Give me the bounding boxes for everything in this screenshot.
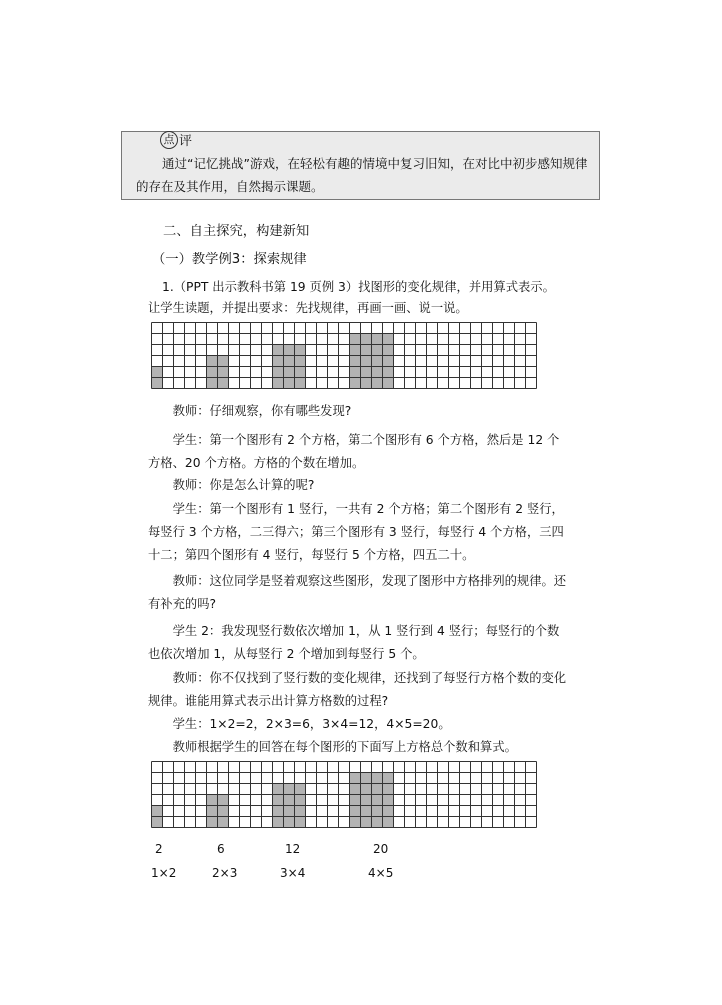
shaded-cell-shape-3 xyxy=(273,378,284,389)
shaded-cell-shape-3 xyxy=(295,378,306,389)
shaded-cell-shape-3 xyxy=(284,795,295,806)
shaded-cell-shape-4 xyxy=(361,784,372,795)
shaded-cell-shape-4 xyxy=(350,334,361,345)
shaded-cell-shape-4 xyxy=(372,784,383,795)
shaded-cell-shape-4 xyxy=(350,345,361,356)
shaded-cell-shape-4 xyxy=(383,795,394,806)
formula-4: 4×5 xyxy=(368,866,394,880)
formula-2: 2×3 xyxy=(212,866,238,880)
shaded-cell-shape-4 xyxy=(372,356,383,367)
shaded-cell-shape-2 xyxy=(207,795,218,806)
shaded-cell-shape-2 xyxy=(207,817,218,828)
shaded-cell-shape-3 xyxy=(295,784,306,795)
comment-text: 通过“记忆挑战”游戏，在轻松有趣的情境中复习旧知，在对比中初步感知规律的存在及其作用，自然揭示课题。 xyxy=(136,156,588,194)
shaded-cell-shape-3 xyxy=(295,795,306,806)
shaded-cell-shape-2 xyxy=(207,367,218,378)
shaded-cell-shape-2 xyxy=(218,806,229,817)
comment-tag-rest: 评 xyxy=(179,134,193,149)
shaded-cell-shape-4 xyxy=(372,378,383,389)
pattern-figure-2 xyxy=(151,761,537,831)
shaded-cell-shape-3 xyxy=(273,784,284,795)
shaded-cell-shape-4 xyxy=(383,378,394,389)
shaded-cell-shape-3 xyxy=(284,345,295,356)
shaded-cell-shape-4 xyxy=(361,367,372,378)
total-4: 20 xyxy=(373,842,389,856)
shaded-cell-shape-4 xyxy=(361,378,372,389)
grid-figure-1 xyxy=(151,322,537,392)
shaded-cell-shape-2 xyxy=(218,817,229,828)
shaded-cell-shape-2 xyxy=(218,378,229,389)
shaded-cell-shape-3 xyxy=(284,806,295,817)
shaded-cell-shape-3 xyxy=(273,345,284,356)
shaded-cell-shape-4 xyxy=(383,356,394,367)
item-1: 1.（PPT 出示教科书第 19 页例 3）找图形的变化规律，并用算式表示。 xyxy=(162,280,555,294)
shaded-cell-shape-4 xyxy=(372,367,383,378)
shaded-cell-shape-4 xyxy=(361,345,372,356)
shaded-cell-shape-4 xyxy=(372,806,383,817)
shaded-cell-shape-4 xyxy=(361,817,372,828)
shaded-cell-shape-4 xyxy=(383,806,394,817)
shaded-cell-shape-3 xyxy=(273,817,284,828)
shaded-cell-shape-2 xyxy=(207,356,218,367)
shaded-cell-shape-2 xyxy=(207,806,218,817)
shaded-cell-shape-4 xyxy=(361,356,372,367)
shaded-cell-shape-4 xyxy=(350,795,361,806)
instruction: 让学生读题，并提出要求：先找规律，再画一画、说一说。 xyxy=(148,301,468,315)
shaded-cell-shape-3 xyxy=(295,367,306,378)
shaded-cell-shape-2 xyxy=(218,367,229,378)
comment-tag-circle-char: 点 xyxy=(160,131,178,149)
total-3: 12 xyxy=(285,842,301,856)
shaded-cell-shape-3 xyxy=(295,356,306,367)
comment-box xyxy=(121,131,600,200)
shaded-cell-shape-4 xyxy=(372,345,383,356)
dialog-student-1: 学生：第一个图形有 2 个方格，第二个图形有 6 个方格，然后是 12 个方格、20 个方格。方格的个数在增加。 xyxy=(148,433,560,470)
shaded-cell-shape-2 xyxy=(218,795,229,806)
dialog-teacher-1: 教师：仔细观察，你有哪些发现? xyxy=(172,404,352,418)
shaded-cell-shape-4 xyxy=(383,773,394,784)
shaded-cell-shape-4 xyxy=(372,334,383,345)
shaded-cell-shape-4 xyxy=(372,795,383,806)
dialog-student-4: 学生：1×2=2，2×3=6，3×4=12，4×5=20。 xyxy=(172,717,451,731)
shaded-cell-shape-3 xyxy=(284,356,295,367)
formula-1: 1×2 xyxy=(151,866,177,880)
shaded-cell-shape-3 xyxy=(284,367,295,378)
shaded-cell-shape-3 xyxy=(273,356,284,367)
shaded-cell-shape-3 xyxy=(284,378,295,389)
subsection-title: （一）教学例3：探索规律 xyxy=(152,252,307,267)
section-title: 二、自主探究，构建新知 xyxy=(163,224,310,239)
shaded-cell-shape-4 xyxy=(372,773,383,784)
shaded-cell-shape-4 xyxy=(350,378,361,389)
shaded-cell-shape-4 xyxy=(383,817,394,828)
shaded-cell-shape-1 xyxy=(152,367,163,378)
shaded-cell-shape-4 xyxy=(350,817,361,828)
dialog-student-2: 学生：第一个图形有 1 竖行，一共有 2 个方格；第二个图形有 2 竖行，每竖行 3 个方格，二三得六；第三个图形有 3 竖行，每竖行 4 个方格，三四十二；第四个图形有 4 竖行，每竖行 5 个方格，四五二十。 xyxy=(148,502,564,562)
dialog-teacher-4: 教师：你不仅找到了竖行数的变化规律，还找到了每竖行方格个数的变化规律。谁能用算式表示出计算方格数的过程? xyxy=(148,671,567,708)
shaded-cell-shape-3 xyxy=(273,795,284,806)
grid-figure-2 xyxy=(151,761,537,831)
shaded-cell-shape-1 xyxy=(152,806,163,817)
shaded-cell-shape-3 xyxy=(284,817,295,828)
shaded-cell-shape-4 xyxy=(350,356,361,367)
shaded-cell-shape-4 xyxy=(361,795,372,806)
shaded-cell-shape-3 xyxy=(295,806,306,817)
pattern-figure-1 xyxy=(151,322,537,392)
dialog-teacher-2: 教师：你是怎么计算的呢? xyxy=(172,478,315,492)
shaded-cell-shape-4 xyxy=(383,367,394,378)
comment-tag xyxy=(160,130,192,149)
shaded-cell-shape-4 xyxy=(350,773,361,784)
shaded-cell-shape-2 xyxy=(207,378,218,389)
shaded-cell-shape-4 xyxy=(383,784,394,795)
shaded-cell-shape-2 xyxy=(218,356,229,367)
shaded-cell-shape-3 xyxy=(284,784,295,795)
shaded-cell-shape-4 xyxy=(350,806,361,817)
shaded-cell-shape-4 xyxy=(372,817,383,828)
formula-3: 3×4 xyxy=(280,866,306,880)
total-1: 2 xyxy=(155,842,163,856)
shaded-cell-shape-3 xyxy=(273,806,284,817)
shaded-cell-shape-4 xyxy=(361,806,372,817)
shaded-cell-shape-4 xyxy=(361,334,372,345)
shaded-cell-shape-3 xyxy=(295,345,306,356)
dialog-teacher-3: 教师：这位同学是竖着观察这些图形，发现了图形中方格排列的规律。还有补充的吗? xyxy=(148,574,567,611)
shaded-cell-shape-4 xyxy=(383,334,394,345)
dialog-teacher-5: 教师根据学生的回答在每个图形的下面写上方格总个数和算式。 xyxy=(172,740,517,754)
shaded-cell-shape-4 xyxy=(383,345,394,356)
shaded-cell-shape-1 xyxy=(152,817,163,828)
shaded-cell-shape-1 xyxy=(152,378,163,389)
shaded-cell-shape-3 xyxy=(273,367,284,378)
shaded-cell-shape-3 xyxy=(295,817,306,828)
shaded-cell-shape-4 xyxy=(350,784,361,795)
shaded-cell-shape-4 xyxy=(350,367,361,378)
dialog-student-3: 学生 2：我发现竖行数依次增加 1，从 1 竖行到 4 竖行；每竖行的个数也依次增加 1，从每竖行 2 个增加到每竖行 5 个。 xyxy=(148,624,560,661)
shaded-cell-shape-4 xyxy=(361,773,372,784)
total-2: 6 xyxy=(217,842,225,856)
